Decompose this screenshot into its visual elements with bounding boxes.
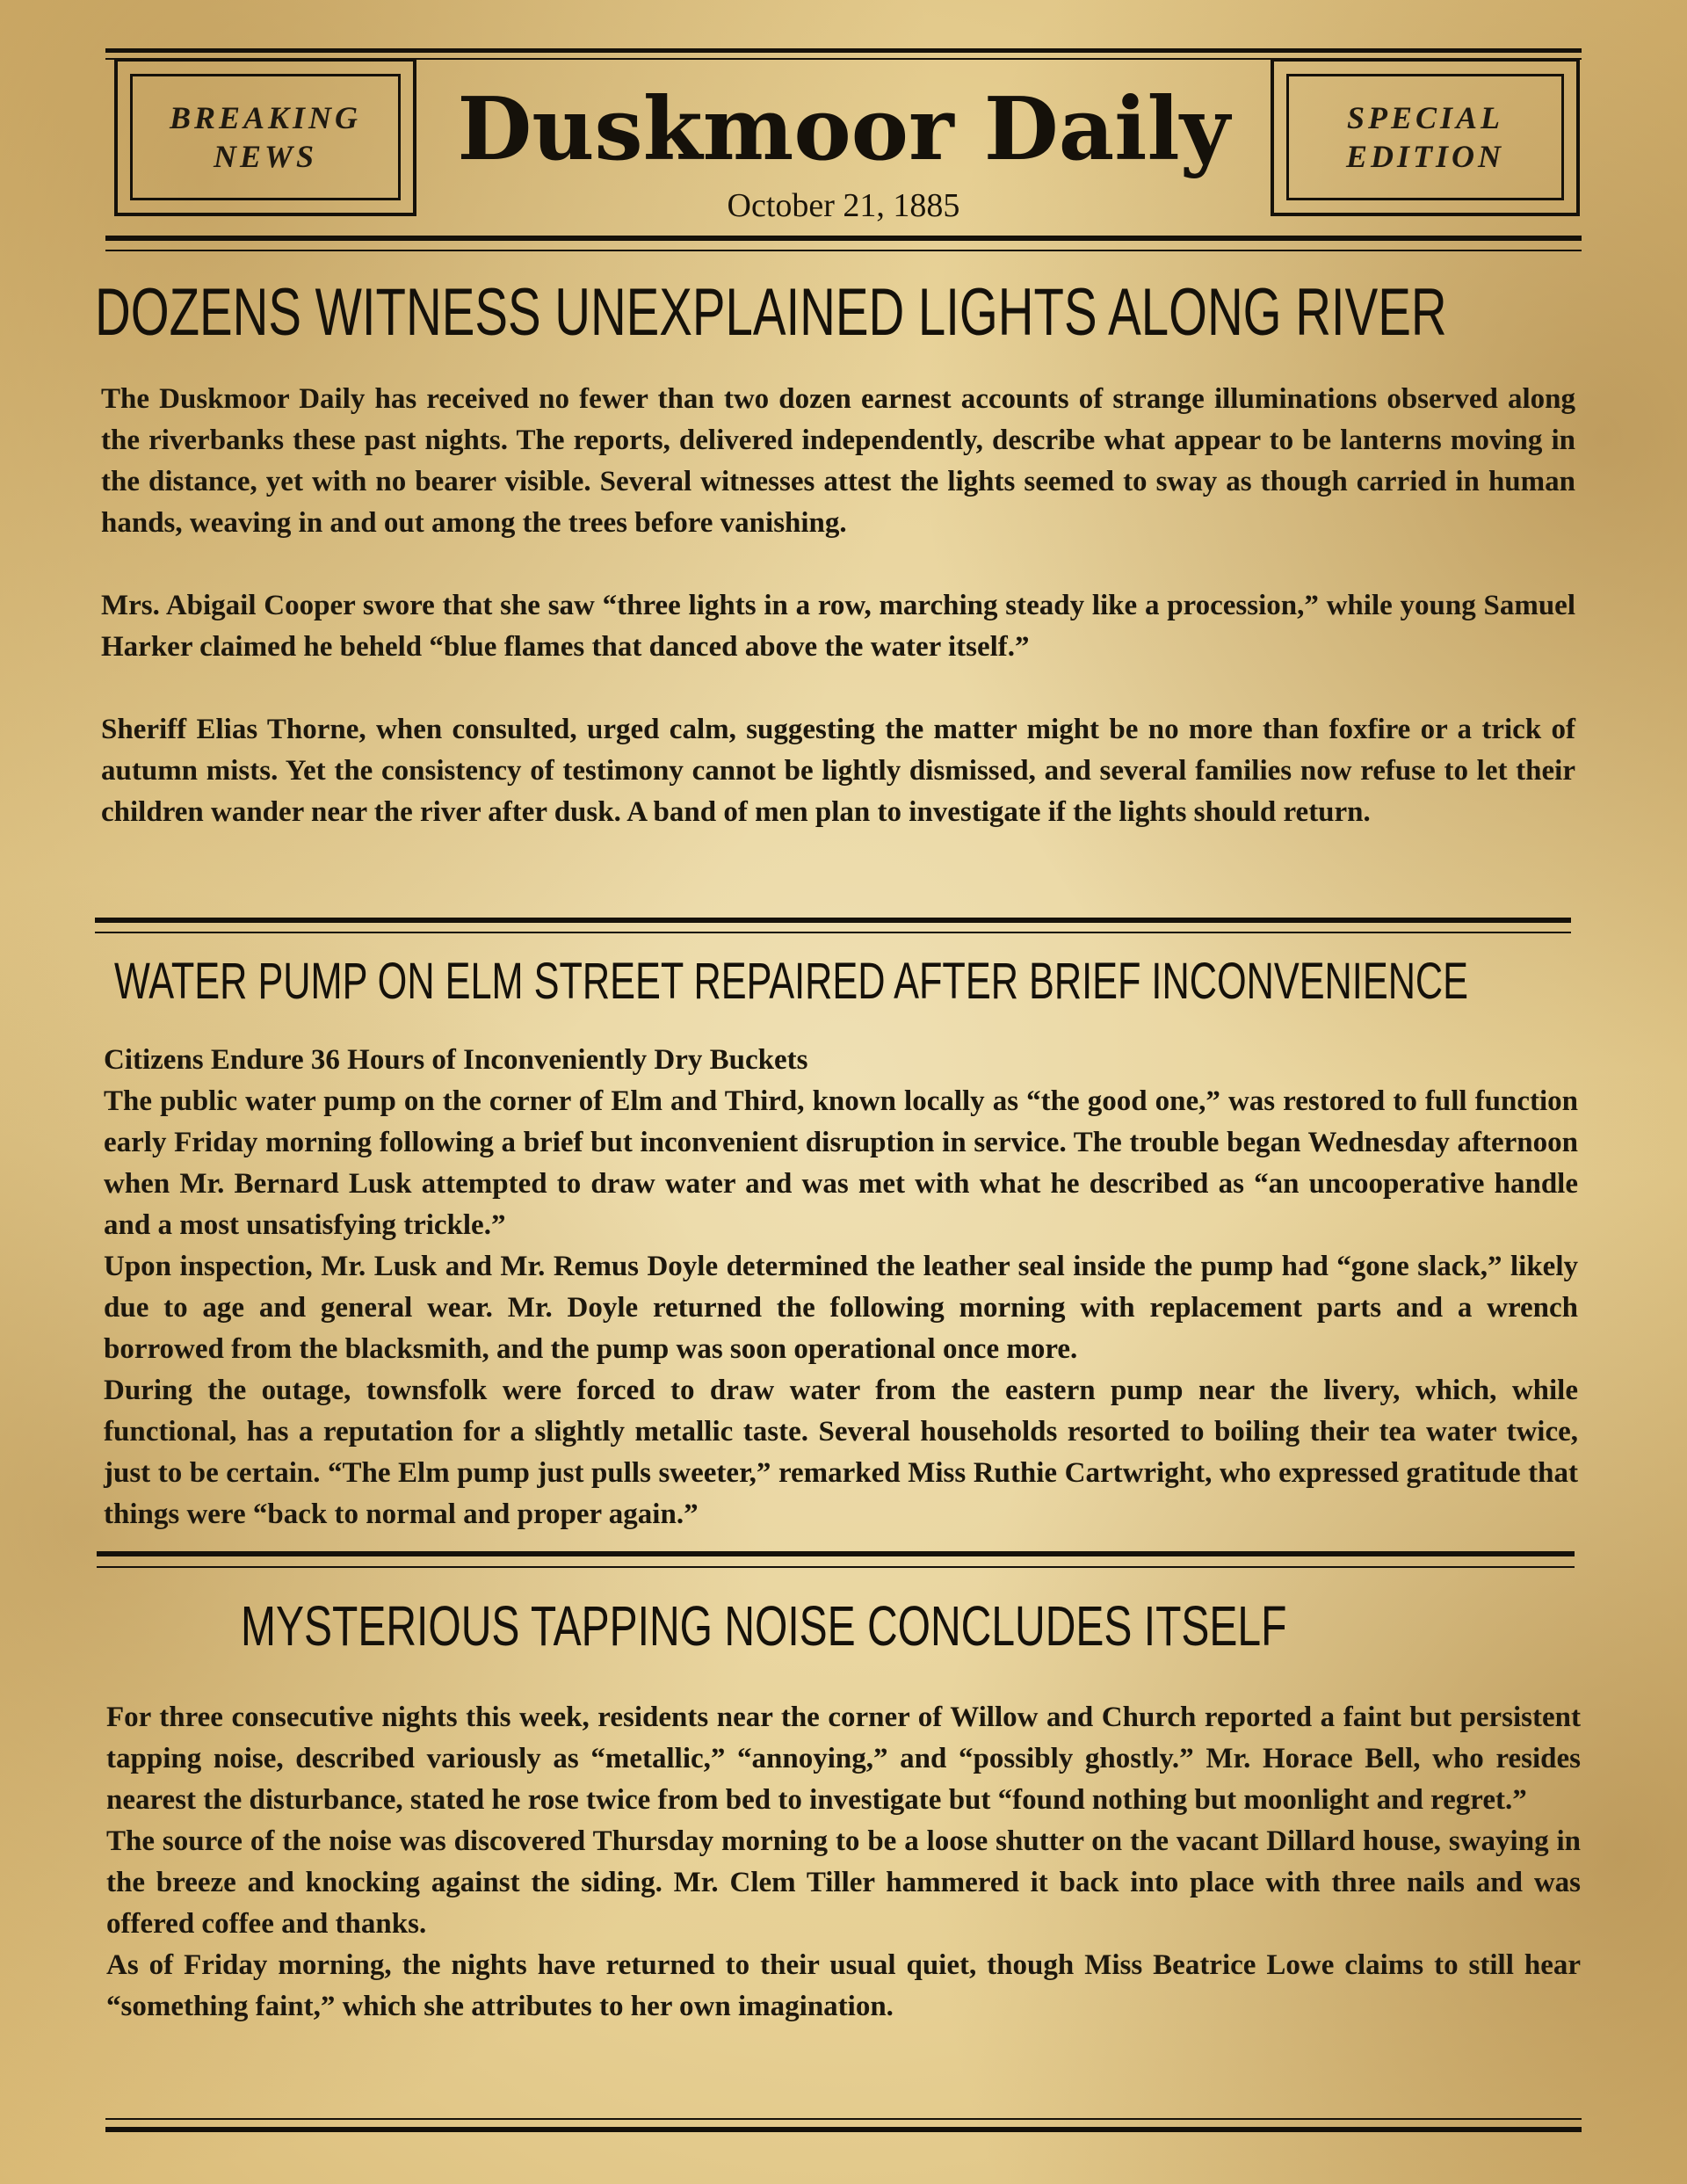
special-edition-box-inner: [1286, 74, 1564, 200]
article-2-headline: WATER PUMP ON ELM STREET REPAIRED AFTER BRIEF INCONVENIENCE: [114, 953, 1469, 1010]
special-edition-box: [1271, 58, 1580, 216]
divider-1-thin: [95, 932, 1571, 933]
article-3-headline: MYSTERIOUS TAPPING NOISE CONCLUDES ITSELF: [241, 1594, 1287, 1658]
bottom-rule-thin: [105, 2118, 1582, 2120]
article-1-paragraph-1: The Duskmoor Daily has received no fewer than two dozen earnest accounts of strange illuminations observed along the riverbanks these past nights. The reports, delivered independently, describe what appear to be lanterns moving in the distance, yet with no bearer visible. Several witnesses attest the lights seemed to sway as though carried in human hands, weaving in and out among the trees before vanishing.: [101, 383, 1575, 539]
article-2-paragraph-2: Upon inspection, Mr. Lusk and Mr. Remus Doyle determined the leather seal inside the pump had “gone slack,” likely due to age and general wear. Mr. Doyle returned the following morning with replacement parts and a wrench borrowed from the blacksmith, and the pump was soon operational once more.: [104, 1251, 1578, 1365]
article-2-paragraph-1: The public water pump on the corner of Elm and Third, known locally as “the good one,” was restored to full function early Friday morning following a brief but inconvenient disruption in service. The trouble began Wednesday afternoon when Mr. Bernard Lusk attempted to draw water and was met with what he described as “an uncooperative handle and a most unsatisfying trickle.”: [104, 1085, 1578, 1241]
special-edition-label: [1346, 98, 1504, 176]
special-edition-line2: EDITION: [1345, 139, 1504, 174]
article-3-paragraph-2: The source of the noise was discovered Thursday morning to be a loose shutter on the vacant Dillard house, swaying in the breeze and knocking against the siding. Mr. Clem Tiller hammered it back into place with three nails and was offered coffee and thanks.: [106, 1825, 1581, 1940]
special-edition-line1: SPECIAL: [1346, 100, 1504, 135]
header-rule-thick: [105, 236, 1582, 241]
breaking-news-line2: NEWS: [213, 139, 318, 174]
dateline: October 21, 1885: [727, 187, 960, 224]
article-3-paragraph-3: As of Friday morning, the nights have returned to their usual quiet, though Miss Beatrice Lowe claims to still hear “something faint,” which she attributes to her own imagination.: [106, 1949, 1581, 2022]
divider-2-thin: [97, 1566, 1575, 1568]
breaking-news-label: [170, 98, 361, 176]
divider-2-thick: [97, 1551, 1575, 1556]
article-2-paragraph-3: During the outage, townsfolk were forced to draw water from the eastern pump near the livery, which, while functional, has a reputation for a slightly metallic taste. Several households resorted to boiling their tea water twice, just to be certain. “The Elm pump just pulls sweeter,” remarked Miss Ruthie Cartwright, who expressed gratitude that things were “back to normal and proper again.”: [104, 1375, 1578, 1530]
breaking-news-box: [114, 58, 416, 216]
article-1-paragraph-2: Mrs. Abigail Cooper swore that she saw “three lights in a row, marching steady like a procession,” while young Samuel Harker claimed he beheld “blue flames that danced above the water itself.”: [101, 590, 1575, 663]
article-1-body: [101, 379, 1575, 833]
top-rule-thick: [105, 48, 1582, 53]
breaking-news-box-inner: [130, 74, 401, 200]
article-2-body: [104, 1040, 1578, 1535]
article-1-paragraph-3: Sheriff Elias Thorne, when consulted, urged calm, suggesting the matter might be no more than foxfire or a trick of autumn mists. Yet the consistency of testimony cannot be lightly dismissed, and several families now refuse to let their children wander near the river after dusk. A band of men plan to investigate if the lights should return.: [101, 714, 1575, 828]
bottom-rule-thick: [105, 2127, 1582, 2132]
article-1-headline: DOZENS WITNESS UNEXPLAINED LIGHTS ALONG RIVER: [95, 275, 1447, 350]
divider-1-thick: [95, 918, 1571, 923]
article-3-paragraph-1: For three consecutive nights this week, residents near the corner of Willow and Church reported a faint but persistent tapping noise, described variously as “metallic,” “annoying,” and “possibly ghostly.” Mr. Horace Bell, who resides nearest the disturbance, stated he rose twice from bed to investigate but “found nothing but moonlight and regret.”: [106, 1701, 1581, 1816]
masthead-title: Duskmoor Daily: [457, 79, 1230, 180]
article-3-body: [106, 1697, 1581, 2028]
header-rule-thin: [105, 250, 1582, 251]
breaking-news-line1: BREAKING: [169, 100, 362, 135]
article-2-subhead: Citizens Endure 36 Hours of Inconveniently Dry Buckets: [104, 1044, 808, 1076]
